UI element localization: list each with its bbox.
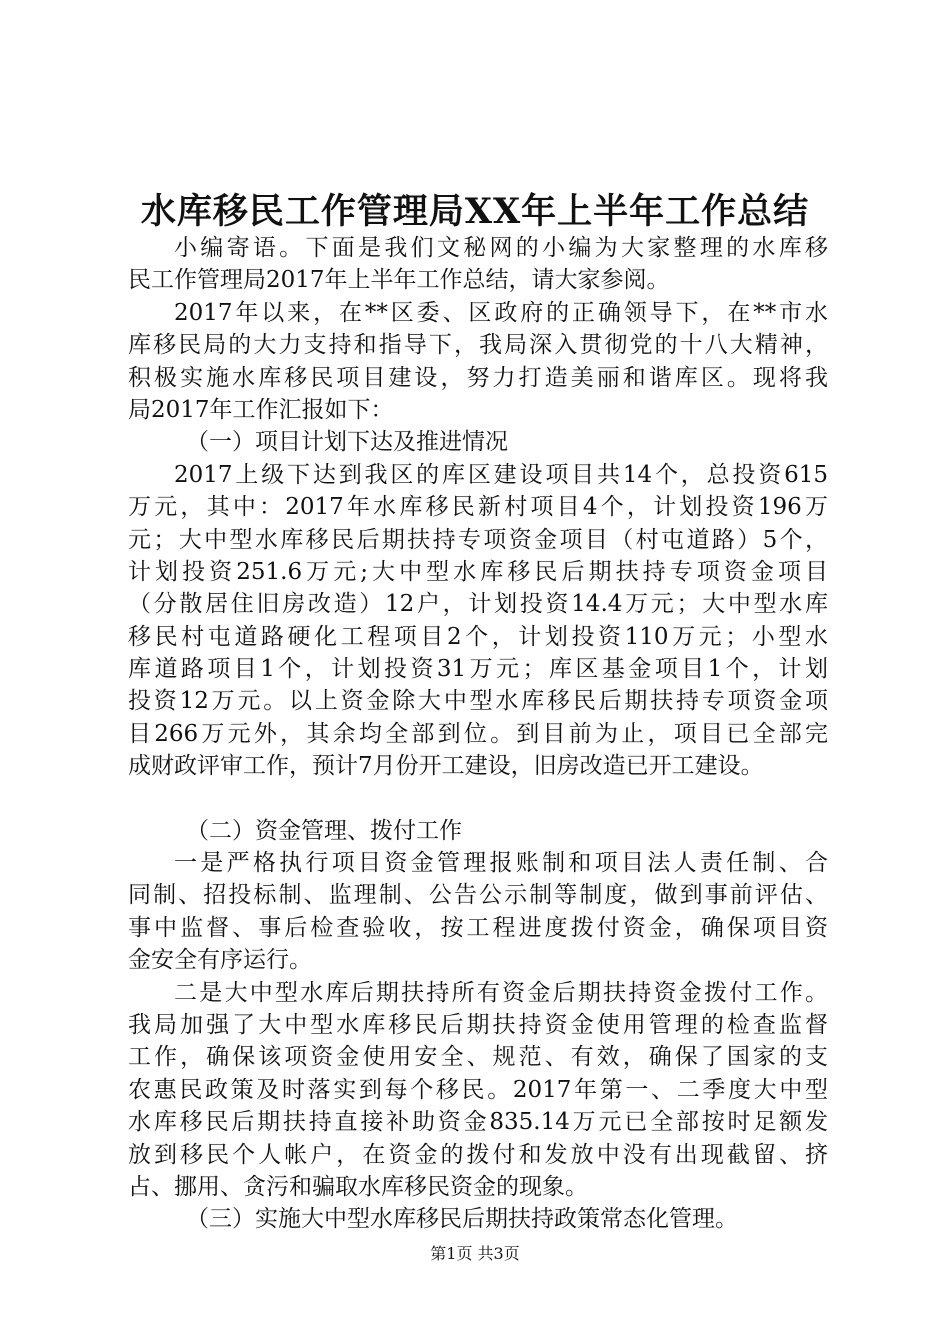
document-body	[128, 232, 828, 1236]
paragraph-line: 元；大中型水库移民后期扶持专项资金项目（村屯道路）5个，	[128, 526, 828, 553]
paragraph-line: 2017上级下达到我区的库区建设项目共14个，总投资615	[174, 461, 828, 488]
paragraph-line: 移民村屯道路硬化工程项目2个，计划投资110万元；小型水	[128, 623, 828, 650]
paragraph-line: 一是严格执行项目资金管理报账制和项目法人责任制、合	[174, 850, 828, 877]
paragraph-gap	[128, 783, 828, 815]
paragraph-line: 水库移民后期扶持直接补助资金835.14万元已全部按时足额发	[128, 1109, 828, 1136]
paragraph-line: 计划投资251.6万元;大中型水库移民后期扶持专项资金项目	[128, 558, 828, 585]
paragraph-line: 同制、招投标制、监理制、公告公示制等制度，做到事前评估、	[128, 882, 828, 909]
paragraph-line: 目266万元外，其余均全部到位。到目前为止，项目已全部完	[128, 720, 828, 747]
paragraph-line: 局2017年工作汇报如下：	[128, 396, 394, 423]
section-heading: （三）实施大中型水库移民后期扶持政策常态化管理。	[186, 1206, 738, 1233]
section-heading: （二）资金管理、拨付工作	[186, 817, 462, 844]
document-title: 水库移民工作管理局XX年上半年工作总结	[140, 191, 810, 232]
paragraph-line: 库道路项目1个，计划投资31万元；库区基金项目1个，计划	[128, 656, 828, 683]
paragraph-line: 我局加强了大中型水库移民后期扶持资金使用管理的检查监督	[128, 1011, 828, 1038]
paragraph-line: 民工作管理局2017年上半年工作总结，请大家参阅。	[128, 267, 670, 294]
paragraph-line: 小编寄语。下面是我们文秘网的小编为大家整理的水库移	[174, 235, 828, 261]
paragraph-line: 二是大中型水库后期扶持所有资金后期扶持资金拨付工作。	[174, 979, 828, 1006]
paragraph-line: 万元，其中：2017年水库移民新村项目4个，计划投资196万	[128, 494, 828, 521]
paragraph-line: 金安全有序运行。	[128, 947, 312, 974]
paragraph-line: 投资12万元。以上资金除大中型水库移民后期扶持专项资金项	[128, 688, 828, 715]
paragraph-line: 工作，确保该项资金使用安全、规范、有效，确保了国家的支	[128, 1044, 828, 1071]
paragraph-line: 占、挪用、贪污和骗取水库移民资金的现象。	[128, 1173, 588, 1200]
paragraph-line: 放到移民个人帐户，在资金的拨付和发放中没有出现截留、挤	[128, 1141, 828, 1168]
paragraph-line: 成财政评审工作，预计7月份开工建设，旧房改造已开工建设。	[128, 753, 764, 780]
paragraph-line: 农惠民政策及时落实到每个移民。2017年第一、二季度大中型	[128, 1076, 828, 1103]
paragraph-line: 事中监督、事后检查验收，按工程进度拨付资金，确保项目资	[128, 914, 828, 941]
paragraph-line: （分散居住旧房改造）12户，计划投资14.4万元；大中型水库	[128, 591, 828, 618]
page-number: 第1页 共3页	[430, 1244, 520, 1263]
paragraph-line: 库移民局的大力支持和指导下，我局深入贯彻党的十八大精神，	[128, 332, 828, 359]
section-heading: （一）项目计划下达及推进情况	[186, 429, 508, 456]
paragraph-line: 积极实施水库移民项目建设，努力打造美丽和谐库区。现将我	[128, 364, 828, 391]
paragraph-line: 2017年以来，在**区委、区政府的正确领导下，在**市水	[174, 299, 828, 326]
